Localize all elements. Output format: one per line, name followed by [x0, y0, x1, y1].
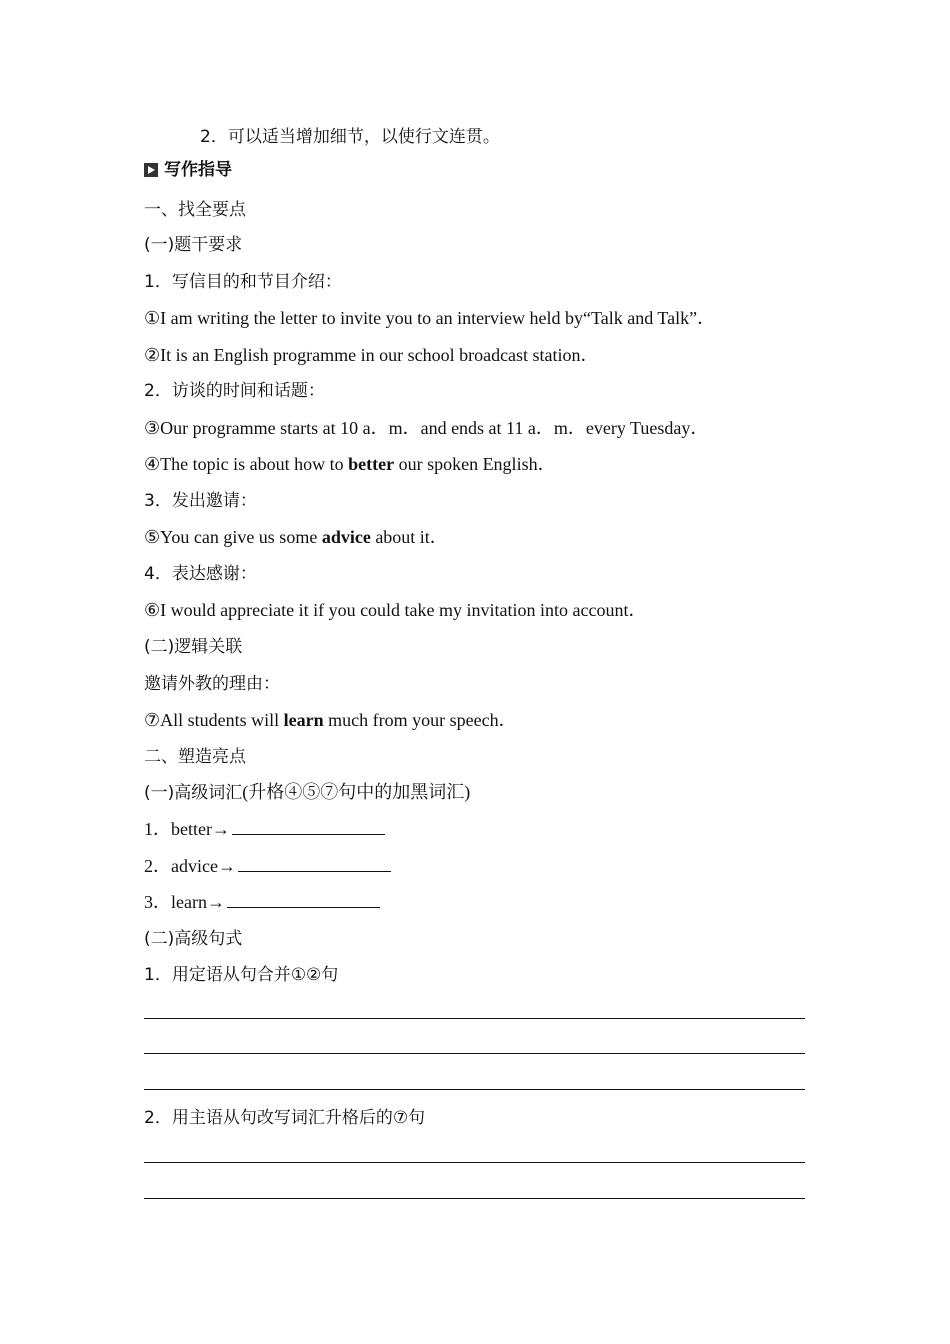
- sentence-2: ②It is an English programme in our school broadcast station．: [144, 345, 599, 365]
- bold-word-advice: advice: [321, 527, 371, 547]
- sentence-5: ⑤You can give us some advice about it．: [144, 527, 448, 547]
- sentence-1: ①I am writing the letter to invite you to an interview held by“Talk and Talk”．: [144, 308, 716, 328]
- task-2: 2．用主语从句改写词汇升格后的⑦句: [144, 1108, 426, 1128]
- vocab-1: 1．better→: [144, 817, 385, 841]
- task-1-answer-line-1[interactable]: [144, 1018, 805, 1019]
- item4: 4．表达感谢：: [144, 564, 257, 584]
- vocab-3-blank[interactable]: [227, 891, 380, 908]
- intro-note: 2．可以适当增加细节，以使行文连贯。: [200, 127, 500, 147]
- play-icon: [144, 163, 158, 177]
- item2: 2．访谈的时间和话题：: [144, 381, 325, 401]
- sentence-6: ⑥I would appreciate it if you could take my invitation into account．: [144, 600, 647, 620]
- part1-sub2: (二)逻辑关联: [144, 637, 243, 657]
- vocab-2-blank[interactable]: [238, 855, 391, 872]
- sentence-4: ④The topic is about how to better our spoken English．: [144, 454, 556, 474]
- task-1: 1．用定语从句合并①②句: [144, 965, 339, 985]
- section-title: 写作指导: [164, 160, 232, 180]
- bold-word-better: better: [348, 454, 395, 474]
- task-1-answer-line-2[interactable]: [144, 1053, 805, 1054]
- vocab-2: 2．advice→: [144, 854, 391, 878]
- part2-sub2: (二)高级句式: [144, 929, 243, 949]
- item1: 1．写信目的和节目介绍：: [144, 272, 342, 292]
- part2-sub1: (一)高级词汇(升格④⑤⑦句中的加黑词汇): [144, 782, 471, 803]
- part1-sub1: (一)题干要求: [144, 235, 243, 255]
- vocab-3: 3．learn→: [144, 890, 380, 914]
- sentence-7: ⑦All students will learn much from your speech．: [144, 710, 517, 730]
- section-header: [144, 158, 232, 182]
- sentence-3: ③Our programme starts at 10 a．m．and ends at 11 a．m．every Tuesday．: [144, 418, 709, 438]
- task-1-answer-line-3[interactable]: [144, 1089, 805, 1090]
- bold-word-learn: learn: [283, 710, 324, 730]
- task-2-answer-line-2[interactable]: [144, 1198, 805, 1199]
- part2-heading: 二、塑造亮点: [144, 747, 246, 767]
- item3: 3．发出邀请：: [144, 491, 257, 511]
- reason-label: 邀请外教的理由：: [144, 674, 280, 694]
- task-2-answer-line-1[interactable]: [144, 1162, 805, 1163]
- vocab-1-blank[interactable]: [232, 818, 385, 835]
- part1-heading: 一、找全要点: [144, 200, 246, 220]
